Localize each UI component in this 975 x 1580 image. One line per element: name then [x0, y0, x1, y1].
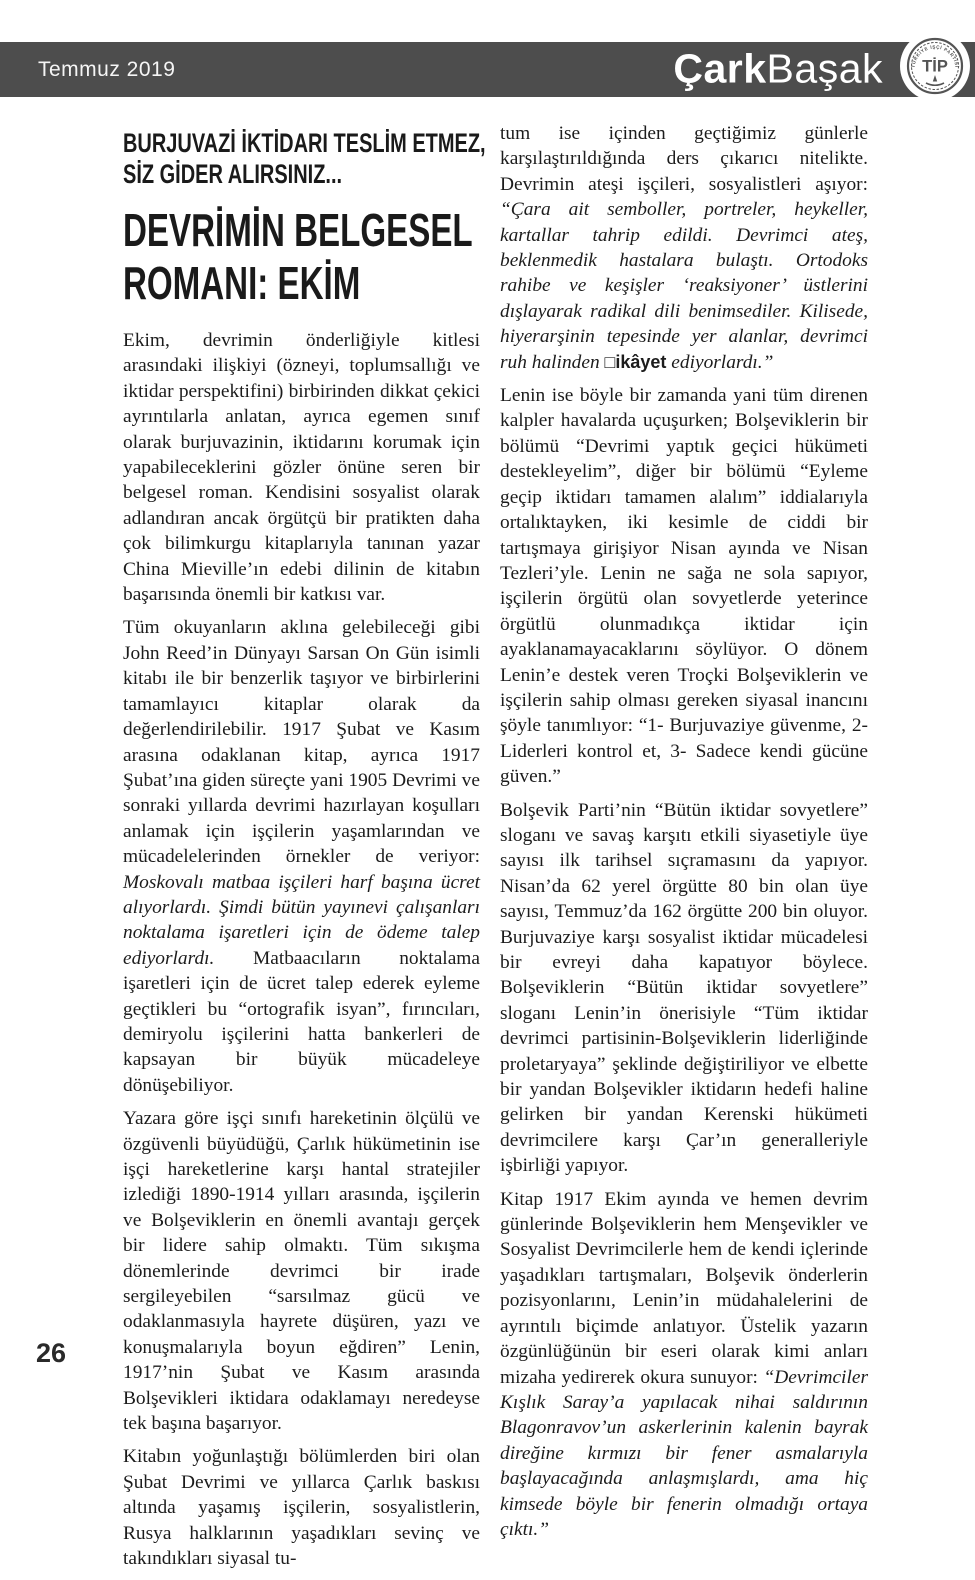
article-paragraph	[500, 383, 868, 790]
article-column-left	[123, 328, 480, 1580]
article-kicker-line2: SİZ GİDER ALIRSINIZ...	[123, 159, 343, 189]
text-run: Yazara göre işçi sınıfı hareketinin ölçülü ve özgüvenli büyüdüğü, Çarlık hükümetinin ise işçi hareketlerine karşı hantal stratejiler izlediği 1890-1914 yılları arasında, işçilerin ve Bolşeviklerin en önemli avantajı gerçek bir lidere sahip olmaktı. Tüm sıkışma dönemlerinde devrimci bir irade sergileyebilen “sarsılmaz gücü ve odaklanmasıyla hayrete düşüren, yazı ve konuşmalarıyla boyun eğdiren” Lenin, 1917’nin Şubat ve Kasım arasında Bolşevikleri iktidara odaklamayı neredeyse tek başına başarıyor.	[123, 1108, 480, 1435]
article-paragraph	[123, 328, 480, 607]
header-bar	[0, 42, 975, 97]
text-run: ediyorlardı.”	[666, 351, 774, 373]
text-run: Moskovalı matbaa işçileri harf başına ücret alıyorlardı. Şimdi bütün yayınevi çalışanları noktalama işaretleri için de ödeme talep ediyorlardı.	[123, 871, 480, 969]
article-column-right	[500, 121, 868, 1550]
article-title-line2: ROMANI: EKİM	[123, 257, 361, 309]
logo-arc-text: TÜRKİYE İŞÇİ PARTİSİ	[910, 44, 960, 69]
missing-glyph-text: □ikâyet	[604, 351, 667, 372]
page-number: 26	[36, 1338, 67, 1368]
article-header	[123, 128, 486, 310]
article-paragraph	[123, 615, 480, 1098]
text-run: Kitabın yoğunlaştığı bölümlerden biri olan Şubat Devrimi ve yıllarca Çarlık baskısı altında yaşamış işçilerin, sosyalistlerin, Rusya halklarının yaşadıkları sevinç ve takındıkları siyasal tu-	[123, 1446, 480, 1570]
article-paragraph	[123, 1444, 480, 1571]
text-run: Ekim, devrimin önderliğiyle kitlesi arasındaki ilişkiyi (özneyi, toplumsallığı ve iktidar perspektifini) birbirinden dikkat çekici ayrıntılarla anlatan, ayrıca egemen sınıf olarak burjuvazinin, iktidarını korumak için yapabileceklerini gözler önüne seren bir belgesel roman. Kendisini sosyalist olarak adlandıran ancak örgütçü bir pratikten daha çok bilimkurgu kitaplarıyla tanınan yazar China Mieville’ın edebi dilinin de kitabın başarısında önemli bir katkısı var.	[123, 330, 480, 606]
text-run: “Çara ait semboller, portreler, heykeller, kartallar tahrip edildi. Devrimci ateş, beklenmedik hastalara bulaştı. Ortodoks rahibe ve keşişler ‘reaksiyoner’ üstlerini dışlayarak radikal dili benimsediler. Kilisede, hiyerarşinin tepesinde yer alanlar, devrimci ruh halinden	[500, 199, 868, 373]
magazine-title-bold-part: Çark	[673, 45, 767, 92]
text-run: Bolşevik Parti’nin “Bütün iktidar sovyetlere” sloganı ve savaş karşıtı etkili siyasetiyle üye sayısı ilk tarihsel sıçramasını da yapıyor. Nisan’da 62 yerel örgütte 80 bin olan üye sayısı, Temmuz’da 162 örgütte 200 bin oluyor. Burjuvaziye karşı sosyalist iktidar mücadelesi bir evreyi daha kapatıyor böylece. Bolşeviklerin “Bütün iktidar sovyetlere” sloganı Lenin’in önerisiyle “Tüm iktidar devrimci partisinin-Bolşeviklerin liderliğinde proletaryaya” şeklinde değiştiriliyor ve elbette bir yandan Bolşevikler iktidarın hedefi haline gelirken bir yandan Kerenski hükümeti devrimcilere karşı Çar’ın generalleriyle işbirliği yapıyor.	[500, 799, 868, 1177]
magazine-title	[673, 45, 883, 92]
article-paragraph	[500, 1187, 868, 1543]
logo-center-text: TİP	[922, 57, 948, 76]
magazine-title-light-part: Başak	[766, 45, 883, 92]
text-run: “Devrimciler Kışlık Saray’a yapılacak nihai saldırının Blagonravov’un askerlerinin kalenin bayrak direğine kırmızı bir fener asmalarıyla başlayacağında anlaşmışlardı, ama hiç kimsede böyle bir fenerin olmadığı ortaya çıktı.”	[500, 1366, 868, 1540]
article-paragraph	[123, 1106, 480, 1436]
article-title-line1: DEVRİMİN BELGESEL	[123, 204, 473, 256]
text-run: Kitap 1917 Ekim ayında ve hemen devrim günlerinde Bolşeviklerin hem Menşevikler ve Sosyalist Devrimcilerle hem de kendi içlerinde yaşadıkları tartışmaları, Bolşevik önderlerin pozisyonlarını, Lenin’in müdahalelerini de ayrıntılı biçimde anlatıyor. Üstelik yazarın özgünlüğünün bir eseri olarak kimi anları mizaha yedirerek okura sunuyor:	[500, 1188, 868, 1388]
text-run: Tüm okuyanların aklına gelebileceği gibi John Reed’in Dünyayı Sarsan On Gün isimli kitabı ile bir benzerlik taşıyor ve birbirlerini tamamlayıcı kitaplar olarak da değerlendirilebilir. 1917 Şubat ve Kasım arasına odaklanan kitap, ayrıca 1917 Şubat’ına giden süreçte yani 1905 Devrimi ve sonraki yıllarda devrimi hazırlayan koşulları anlamak için işçilerin yaşamlarından ve mücadelelerinden örnekler de veriyor:	[123, 617, 480, 868]
text-run: Matbaacıların noktalama işaretleri için de ücret talep ederek eyleme geçtikleri bu “ortografik isyan”, fırıncıları, demiryolu işçilerini hatta bankerleri de kapsayan bir büyük mücadeleye dönüşebiliyor.	[123, 947, 480, 1096]
article-paragraph	[500, 798, 868, 1179]
text-run: Lenin ise böyle bir zamanda yani tüm direnen kalpler havalarda uçuşurken; Bolşeviklerin bir bölümü “Devrimi yaptık geçici hükümeti destekleyelim”, diğer bir bölümü “Eyleme geçip iktidarı tamamen alalım” iddialarıyla ortalıktayken, iki kesimle de ciddi bir tartışmaya girişiyor Nisan ayında ve Nisan Tezleri’yle. Lenin ne sağa ne sola sapıyor, işçilerin örgütü olan sovyetlerde yeterince örgütlü olunmadıkça iktidar için ayaklanamayacaklarını söylüyor. O dönem Lenin’e destek veren Troçki Bolşeviklerin ve işçilerin sahip olması gereken siyasal inancını şöyle tanımlıyor: “1- Burjuvaziye güvenme, 2- Liderleri kontrol et, 3- Sadece kendi gücüne güven.”	[500, 385, 868, 788]
tip-party-emblem-icon	[900, 31, 970, 101]
article-kicker-line1: BURJUVAZİ İKTİDARI TESLİM ETMEZ,	[123, 128, 486, 158]
article-paragraph	[500, 121, 868, 375]
issue-date: Temmuz 2019	[38, 57, 176, 81]
article-title	[123, 204, 483, 310]
text-run: tum ise içinden geçtiğimiz günlerle karşılaştırıldığında ders çıkarıcı nitelikte. Devrimin ateşi işçileri, sosyalistleri aşıyor:	[500, 123, 868, 195]
